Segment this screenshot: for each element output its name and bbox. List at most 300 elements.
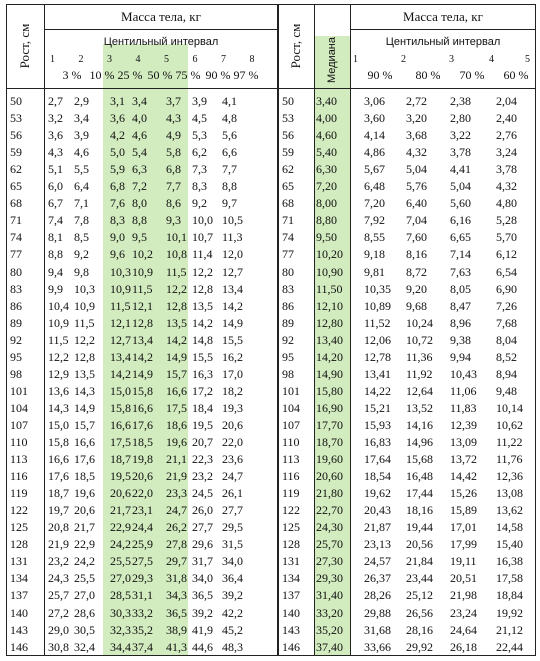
left-mass-cell: 34,3 bbox=[166, 588, 187, 603]
median-cell: 8,00 bbox=[316, 196, 337, 211]
left-mass-cell: 24,3 bbox=[48, 571, 69, 586]
right-mass-cell: 12,06 bbox=[364, 332, 391, 347]
left-mass-cell: 23,3 bbox=[166, 486, 187, 501]
left-height-cell: 77 bbox=[10, 247, 22, 262]
left-mass-cell: 7,1 bbox=[74, 196, 89, 211]
median-cell: 9,50 bbox=[316, 230, 337, 245]
right-height-cell: 146 bbox=[282, 639, 300, 654]
left-index-3: 3 bbox=[107, 54, 112, 65]
right-mass-cell: 6,65 bbox=[450, 230, 471, 245]
left-mass-cell: 13,6 bbox=[48, 383, 69, 398]
left-mass-cell: 44,6 bbox=[192, 639, 213, 654]
right-mass-cell: 12,39 bbox=[450, 417, 477, 432]
left-mass-cell: 18,7 bbox=[48, 486, 69, 501]
left-mass-cell: 30,3 bbox=[110, 605, 131, 620]
median-cell: 14,90 bbox=[316, 366, 343, 381]
right-mass-cell: 3,68 bbox=[406, 128, 427, 143]
left-mass-cell: 26,2 bbox=[166, 520, 187, 535]
left-mass-cell: 22,9 bbox=[74, 537, 95, 552]
left-mass-cell: 38,9 bbox=[166, 622, 187, 637]
right-mass-cell: 19,44 bbox=[406, 520, 433, 535]
left-mass-cell: 12,7 bbox=[110, 332, 131, 347]
left-mass-cell: 19,3 bbox=[222, 400, 243, 415]
left-height-cell: 92 bbox=[10, 332, 22, 347]
left-mass-cell: 6,6 bbox=[222, 145, 237, 160]
right-mass-cell: 5,76 bbox=[406, 179, 427, 194]
right-mass-cell: 9,38 bbox=[450, 332, 471, 347]
left-mass-cell: 11,5 bbox=[74, 315, 95, 330]
left-mass-cell: 16,6 bbox=[132, 400, 153, 415]
right-mass-cell: 19,92 bbox=[496, 605, 523, 620]
right-height-cell: 83 bbox=[282, 281, 294, 296]
left-mass-cell: 3,4 bbox=[132, 94, 147, 108]
right-mass-cell: 6,40 bbox=[406, 196, 427, 211]
right-mass-cell: 13,08 bbox=[496, 486, 523, 501]
left-mass-cell: 19,5 bbox=[110, 469, 131, 484]
right-height-cell: 71 bbox=[282, 213, 294, 228]
left-mass-cell: 14,9 bbox=[222, 315, 243, 330]
left-height-cell: 131 bbox=[10, 554, 28, 569]
left-mass-cell: 9,0 bbox=[110, 230, 125, 245]
left-percentile-5: 75 % bbox=[175, 68, 201, 82]
left-mass-cell: 24,4 bbox=[132, 520, 153, 535]
right-mass-cell: 11,06 bbox=[450, 383, 477, 398]
left-height-cell: 74 bbox=[10, 230, 22, 245]
right-mass-cell: 4,41 bbox=[450, 162, 471, 177]
left-index-6: 6 bbox=[192, 54, 198, 65]
left-mass-cell: 35,2 bbox=[132, 622, 153, 637]
left-mass-cell: 10,8 bbox=[166, 247, 187, 262]
right-mass-cell: 12,36 bbox=[496, 469, 523, 484]
left-mass-cell: 2,9 bbox=[74, 94, 89, 108]
right-mass-cell: 10,35 bbox=[364, 281, 391, 296]
left-mass-cell: 20,6 bbox=[74, 503, 95, 518]
right-mass-cell: 17,99 bbox=[450, 537, 477, 552]
left-mass-cell: 42,2 bbox=[222, 605, 243, 620]
left-mass-cell: 7,6 bbox=[110, 196, 125, 211]
left-mass-cell: 12,2 bbox=[74, 332, 95, 347]
right-mass-cell: 3,78 bbox=[496, 162, 517, 177]
right-mass-cell: 12,78 bbox=[364, 349, 391, 364]
right-mass-cell: 29,88 bbox=[364, 605, 391, 620]
right-mass-cell: 24,57 bbox=[364, 554, 391, 569]
right-mass-cell: 6,54 bbox=[496, 264, 517, 279]
right-mass-cell: 23,13 bbox=[364, 537, 391, 552]
left-height-cell: 65 bbox=[10, 179, 22, 194]
left-mass-cell: 13,5 bbox=[192, 298, 213, 313]
left-mass-cell: 3,6 bbox=[110, 111, 125, 126]
left-height-cell: 146 bbox=[10, 639, 28, 654]
right-mass-cell: 15,21 bbox=[364, 400, 391, 415]
left-mass-cell: 14,8 bbox=[192, 332, 213, 347]
left-mass-cell: 7,7 bbox=[222, 162, 237, 177]
left-mass-cell: 9,4 bbox=[48, 264, 63, 279]
right-percentile-3: 70 % bbox=[459, 68, 485, 82]
right-height-cell: 125 bbox=[282, 520, 300, 535]
median-cell: 5,40 bbox=[316, 145, 337, 160]
right-height-label: Рост, см bbox=[288, 23, 303, 69]
right-mass-cell: 23,44 bbox=[406, 571, 433, 586]
right-mass-cell: 3,06 bbox=[364, 94, 385, 108]
left-mass-cell: 15,5 bbox=[192, 349, 213, 364]
left-mass-cell: 14,2 bbox=[132, 349, 153, 364]
right-mass-cell: 18,84 bbox=[496, 588, 523, 603]
right-mass-cell: 20,51 bbox=[450, 571, 477, 586]
left-mass-cell: 19,6 bbox=[166, 435, 187, 449]
right-mass-cell: 22,44 bbox=[496, 639, 523, 654]
left-mass-cell: 14,3 bbox=[48, 400, 69, 415]
left-mass-cell: 22,3 bbox=[192, 452, 213, 467]
right-height-cell: 62 bbox=[282, 162, 294, 177]
left-mass-cell: 14,2 bbox=[192, 315, 213, 330]
median-cell: 19,60 bbox=[316, 452, 343, 467]
left-mass-cell: 10,3 bbox=[74, 281, 95, 296]
left-mass-cell: 3,2 bbox=[48, 111, 63, 126]
left-mass-cell: 14,9 bbox=[132, 366, 153, 381]
right-height-cell: 128 bbox=[282, 537, 300, 552]
left-mass-cell: 10,0 bbox=[192, 213, 213, 228]
left-percentile-7: 97 % bbox=[233, 68, 259, 82]
median-cell: 18,70 bbox=[316, 435, 343, 449]
left-mass-cell: 4,1 bbox=[222, 94, 237, 108]
right-index-3: 3 bbox=[449, 54, 454, 65]
left-mass-cell: 5,3 bbox=[192, 128, 207, 143]
left-mass-cell: 12,1 bbox=[110, 315, 131, 330]
right-height-cell: 113 bbox=[282, 452, 300, 467]
left-height-cell: 95 bbox=[10, 349, 22, 364]
left-height-cell: 101 bbox=[10, 383, 28, 398]
median-cell: 24,30 bbox=[316, 520, 343, 535]
left-mass-cell: 27,0 bbox=[74, 588, 95, 603]
right-mass-cell: 10,24 bbox=[406, 315, 433, 330]
left-height-cell: 62 bbox=[10, 162, 22, 177]
median-cell: 31,40 bbox=[316, 588, 343, 603]
left-mass-cell: 33,2 bbox=[132, 605, 153, 620]
left-mass-cell: 6,8 bbox=[110, 179, 125, 194]
left-mass-cell: 8,3 bbox=[192, 179, 207, 194]
right-mass-cell: 16,48 bbox=[406, 469, 433, 484]
right-mass-cell: 33,66 bbox=[364, 639, 391, 654]
left-mass-cell: 6,4 bbox=[74, 179, 89, 194]
right-height-cell: 137 bbox=[282, 588, 300, 603]
right-mass-cell: 8,55 bbox=[364, 230, 385, 245]
right-mass-cell: 11,83 bbox=[450, 400, 477, 415]
left-mass-cell: 10,2 bbox=[132, 247, 153, 262]
left-mass-cell: 10,7 bbox=[192, 230, 213, 245]
right-mass-cell: 17,64 bbox=[364, 452, 391, 467]
right-height-cell: 98 bbox=[282, 366, 294, 381]
left-mass-cell: 24,5 bbox=[192, 486, 213, 501]
left-mass-cell: 12,1 bbox=[132, 298, 153, 313]
right-height-cell: 110 bbox=[282, 435, 300, 449]
left-index-4: 4 bbox=[135, 54, 141, 65]
left-mass-cell: 5,6 bbox=[222, 128, 237, 143]
left-height-cell: 128 bbox=[10, 537, 28, 552]
right-height-cell: 74 bbox=[282, 230, 294, 245]
left-mass-cell: 4,9 bbox=[166, 128, 181, 143]
left-mass-cell: 27,2 bbox=[48, 605, 69, 620]
left-index-2: 2 bbox=[78, 54, 84, 65]
left-mass-cell: 21,9 bbox=[48, 537, 69, 552]
right-mass-cell: 8,94 bbox=[496, 366, 517, 381]
right-mass-cell: 28,16 bbox=[406, 622, 433, 637]
right-mass-cell: 3,24 bbox=[496, 145, 517, 160]
right-mass-cell: 3,20 bbox=[406, 111, 427, 126]
left-mass-cell: 16,6 bbox=[110, 417, 131, 432]
left-mass-cell: 31,5 bbox=[222, 537, 243, 552]
right-mass-cell: 13,09 bbox=[450, 435, 477, 449]
left-mass-cell: 5,1 bbox=[48, 162, 63, 177]
median-cell: 25,70 bbox=[316, 537, 343, 552]
left-mass-cell: 21,1 bbox=[166, 452, 187, 467]
right-percentile-4: 60 % bbox=[503, 68, 529, 82]
right-height-cell: 53 bbox=[282, 111, 294, 126]
left-mass-cell: 9,8 bbox=[74, 264, 89, 279]
left-interval-label: Центильный интервал bbox=[103, 36, 219, 48]
right-mass-cell: 26,56 bbox=[406, 605, 433, 620]
left-mass-cell: 21,9 bbox=[166, 469, 187, 484]
left-height-cell: 50 bbox=[10, 94, 22, 108]
left-mass-cell: 4,2 bbox=[110, 128, 125, 143]
left-mass-cell: 10,3 bbox=[110, 264, 131, 279]
right-index-1: 1 bbox=[353, 54, 358, 65]
left-mass-cell: 3,6 bbox=[48, 128, 63, 143]
left-percentile-6: 90 % bbox=[205, 68, 231, 82]
right-mass-cell: 8,96 bbox=[450, 315, 471, 330]
left-mass-cell: 11,5 bbox=[166, 264, 187, 279]
median-cell: 10,90 bbox=[316, 264, 343, 279]
left-mass-cell: 11,5 bbox=[110, 298, 131, 313]
left-mass-cell: 18,7 bbox=[110, 452, 131, 467]
median-cell: 12,80 bbox=[316, 315, 343, 330]
left-mass-cell: 24,2 bbox=[110, 537, 131, 552]
left-mass-cell: 30,5 bbox=[74, 622, 95, 637]
left-height-cell: 107 bbox=[10, 417, 28, 432]
half-divider bbox=[277, 4, 279, 656]
left-mass-cell: 12,2 bbox=[48, 349, 69, 364]
right-height-cell: 68 bbox=[282, 196, 294, 211]
left-mass-cell: 26,0 bbox=[192, 503, 213, 518]
right-mass-cell: 28,26 bbox=[364, 588, 391, 603]
left-mass-cell: 14,2 bbox=[166, 332, 187, 347]
median-cell: 13,40 bbox=[316, 332, 343, 347]
left-index-1: 1 bbox=[50, 54, 55, 65]
left-mass-cell: 13,5 bbox=[74, 366, 95, 381]
left-mass-cell: 12,8 bbox=[74, 349, 95, 364]
left-mass-cell: 48,3 bbox=[222, 639, 243, 654]
left-mass-cell: 10,9 bbox=[132, 264, 153, 279]
left-mass-cell: 13,4 bbox=[222, 281, 243, 296]
left-mass-cell: 27,5 bbox=[132, 554, 153, 569]
left-mass-cell: 18,4 bbox=[192, 400, 213, 415]
right-height-cell: 107 bbox=[282, 417, 300, 432]
left-mass-cell: 8,5 bbox=[74, 230, 89, 245]
right-mass-cell: 13,72 bbox=[450, 452, 477, 467]
right-mass-cell: 8,04 bbox=[496, 332, 517, 347]
left-height-cell: 122 bbox=[10, 503, 28, 518]
left-mass-cell: 3,1 bbox=[110, 94, 125, 108]
right-mass-cell: 10,62 bbox=[496, 417, 523, 432]
left-mass-cell: 27,7 bbox=[222, 503, 243, 518]
median-cell: 33,20 bbox=[316, 605, 343, 620]
left-height-cell: 137 bbox=[10, 588, 28, 603]
left-mass-cell: 9,2 bbox=[192, 196, 207, 211]
left-mass-cell: 14,2 bbox=[110, 366, 131, 381]
left-mass-cell: 10,9 bbox=[110, 281, 131, 296]
right-mass-cell: 7,68 bbox=[496, 315, 517, 330]
median-cell: 3,40 bbox=[316, 94, 337, 108]
left-index-7: 7 bbox=[221, 54, 226, 65]
right-mass-cell: 13,62 bbox=[496, 503, 523, 518]
left-percentile-3: 25 % bbox=[117, 68, 143, 82]
right-mass-label: Масса тела, кг bbox=[403, 9, 483, 24]
left-mass-cell: 20,8 bbox=[48, 520, 69, 535]
right-mass-cell: 9,18 bbox=[364, 247, 385, 262]
left-mass-cell: 23,1 bbox=[132, 503, 153, 518]
right-mass-cell: 20,43 bbox=[364, 503, 391, 518]
left-mass-cell: 36,5 bbox=[192, 588, 213, 603]
left-mass-cell: 9,5 bbox=[132, 230, 147, 245]
left-mass-cell: 10,9 bbox=[48, 315, 69, 330]
right-mass-cell: 5,04 bbox=[406, 162, 427, 177]
left-mass-cell: 13,4 bbox=[110, 349, 131, 364]
left-mass-cell: 12,9 bbox=[48, 366, 69, 381]
left-mass-cell: 15,5 bbox=[222, 332, 243, 347]
left-mass-cell: 6,0 bbox=[48, 179, 63, 194]
right-height-cell: 80 bbox=[282, 264, 294, 279]
right-mass-cell: 9,48 bbox=[496, 383, 517, 398]
left-mass-cell: 19,5 bbox=[192, 417, 213, 432]
left-mass-cell: 8,1 bbox=[48, 230, 63, 245]
left-mass-cell: 12,2 bbox=[192, 264, 213, 279]
right-mass-cell: 11,22 bbox=[496, 435, 523, 449]
col-divider bbox=[44, 4, 45, 656]
right-mass-cell: 10,72 bbox=[406, 332, 433, 347]
left-mass-cell: 11,5 bbox=[48, 332, 69, 347]
left-mass-cell: 41,9 bbox=[192, 622, 213, 637]
left-mass-cell: 17,5 bbox=[110, 435, 131, 449]
right-mass-cell: 6,48 bbox=[364, 179, 385, 194]
right-mass-cell: 9,81 bbox=[364, 264, 385, 279]
left-mass-cell: 7,7 bbox=[166, 179, 181, 194]
left-height-cell: 119 bbox=[10, 486, 28, 501]
left-height-cell: 71 bbox=[10, 213, 22, 228]
left-mass-cell: 10,5 bbox=[222, 213, 243, 228]
median-cell: 4,00 bbox=[316, 111, 337, 126]
left-mass-cell: 16,6 bbox=[166, 383, 187, 398]
left-mass-cell: 4,5 bbox=[192, 111, 207, 126]
right-mass-cell: 6,90 bbox=[496, 281, 517, 296]
right-mass-cell: 10,43 bbox=[450, 366, 477, 381]
left-mass-cell: 6,7 bbox=[48, 196, 63, 211]
left-mass-cell: 13,5 bbox=[166, 315, 187, 330]
left-mass-cell: 25,7 bbox=[48, 588, 69, 603]
right-height-cell: 104 bbox=[282, 400, 300, 415]
left-mass-cell: 23,6 bbox=[222, 452, 243, 467]
right-mass-cell: 11,36 bbox=[406, 349, 433, 364]
right-index-2: 2 bbox=[401, 54, 406, 65]
right-mass-cell: 13,52 bbox=[406, 400, 433, 415]
left-mass-cell: 2,7 bbox=[48, 94, 63, 108]
right-height-cell: 65 bbox=[282, 179, 294, 194]
median-cell: 15,80 bbox=[316, 383, 343, 398]
left-mass-cell: 4,6 bbox=[132, 128, 147, 143]
left-mass-cell: 29,3 bbox=[132, 571, 153, 586]
left-mass-cell: 7,2 bbox=[132, 179, 147, 194]
left-mass-cell: 37,4 bbox=[132, 639, 153, 654]
right-mass-cell: 9,20 bbox=[406, 281, 427, 296]
right-mass-cell: 17,58 bbox=[496, 571, 523, 586]
right-mass-cell: 2,76 bbox=[496, 128, 517, 143]
left-mass-cell: 8,3 bbox=[110, 213, 125, 228]
right-mass-cell: 4,86 bbox=[364, 145, 385, 160]
right-mass-cell: 6,12 bbox=[496, 247, 517, 262]
right-mass-cell: 14,58 bbox=[496, 520, 523, 535]
left-mass-cell: 29,7 bbox=[166, 554, 187, 569]
left-mass-cell: 12,7 bbox=[222, 264, 243, 279]
left-percentile-1: 3 % bbox=[62, 68, 82, 82]
left-height-cell: 113 bbox=[10, 452, 28, 467]
right-index-5: 5 bbox=[525, 54, 530, 65]
left-mass-cell: 20,6 bbox=[132, 469, 153, 484]
left-mass-cell: 28,5 bbox=[110, 588, 131, 603]
right-height-cell: 92 bbox=[282, 332, 294, 347]
left-mass-cell: 39,2 bbox=[192, 605, 213, 620]
left-mass-cell: 36,4 bbox=[222, 571, 243, 586]
right-mass-cell: 23,24 bbox=[450, 605, 477, 620]
right-mass-cell: 5,67 bbox=[364, 162, 385, 177]
median-cell: 6,30 bbox=[316, 162, 337, 177]
right-height-cell: 59 bbox=[282, 145, 294, 160]
median-cell: 21,80 bbox=[316, 486, 343, 501]
left-mass-cell: 29,0 bbox=[48, 622, 69, 637]
left-mass-cell: 17,2 bbox=[192, 383, 213, 398]
left-mass-cell: 24,7 bbox=[222, 469, 243, 484]
left-mass-cell: 4,8 bbox=[222, 111, 237, 126]
left-height-label: Рост, см bbox=[17, 23, 32, 69]
left-mass-cell: 23,2 bbox=[192, 469, 213, 484]
right-mass-cell: 4,32 bbox=[496, 179, 517, 194]
left-mass-cell: 29,6 bbox=[192, 537, 213, 552]
median-cell: 22,70 bbox=[316, 503, 343, 518]
right-percentile-1: 90 % bbox=[367, 68, 393, 82]
right-mass-cell: 9,68 bbox=[406, 298, 427, 313]
left-height-cell: 56 bbox=[10, 128, 22, 143]
right-height-cell: 134 bbox=[282, 571, 300, 586]
left-mass-cell: 9,3 bbox=[166, 213, 181, 228]
left-mass-cell: 16,6 bbox=[74, 435, 95, 449]
right-mass-cell: 24,64 bbox=[450, 622, 477, 637]
left-mass-cell: 10,9 bbox=[74, 298, 95, 313]
left-mass-cell: 15,0 bbox=[48, 417, 69, 432]
left-mass-cell: 15,8 bbox=[48, 435, 69, 449]
median-cell: 35,20 bbox=[316, 622, 343, 637]
right-mass-cell: 8,72 bbox=[406, 264, 427, 279]
left-mass-cell: 29,5 bbox=[222, 520, 243, 535]
right-height-cell: 77 bbox=[282, 247, 294, 262]
right-mass-cell: 3,22 bbox=[450, 128, 471, 143]
left-mass-cell: 7,8 bbox=[74, 213, 89, 228]
right-height-cell: 101 bbox=[282, 383, 300, 398]
left-mass-cell: 10,4 bbox=[48, 298, 69, 313]
left-mass-cell: 3,4 bbox=[74, 111, 89, 126]
median-cell: 37,40 bbox=[316, 639, 343, 654]
median-cell: 12,10 bbox=[316, 298, 343, 313]
right-mass-cell: 5,70 bbox=[496, 230, 517, 245]
right-mass-cell: 14,42 bbox=[450, 469, 477, 484]
left-height-cell: 53 bbox=[10, 111, 22, 126]
left-index-8: 8 bbox=[249, 54, 255, 65]
